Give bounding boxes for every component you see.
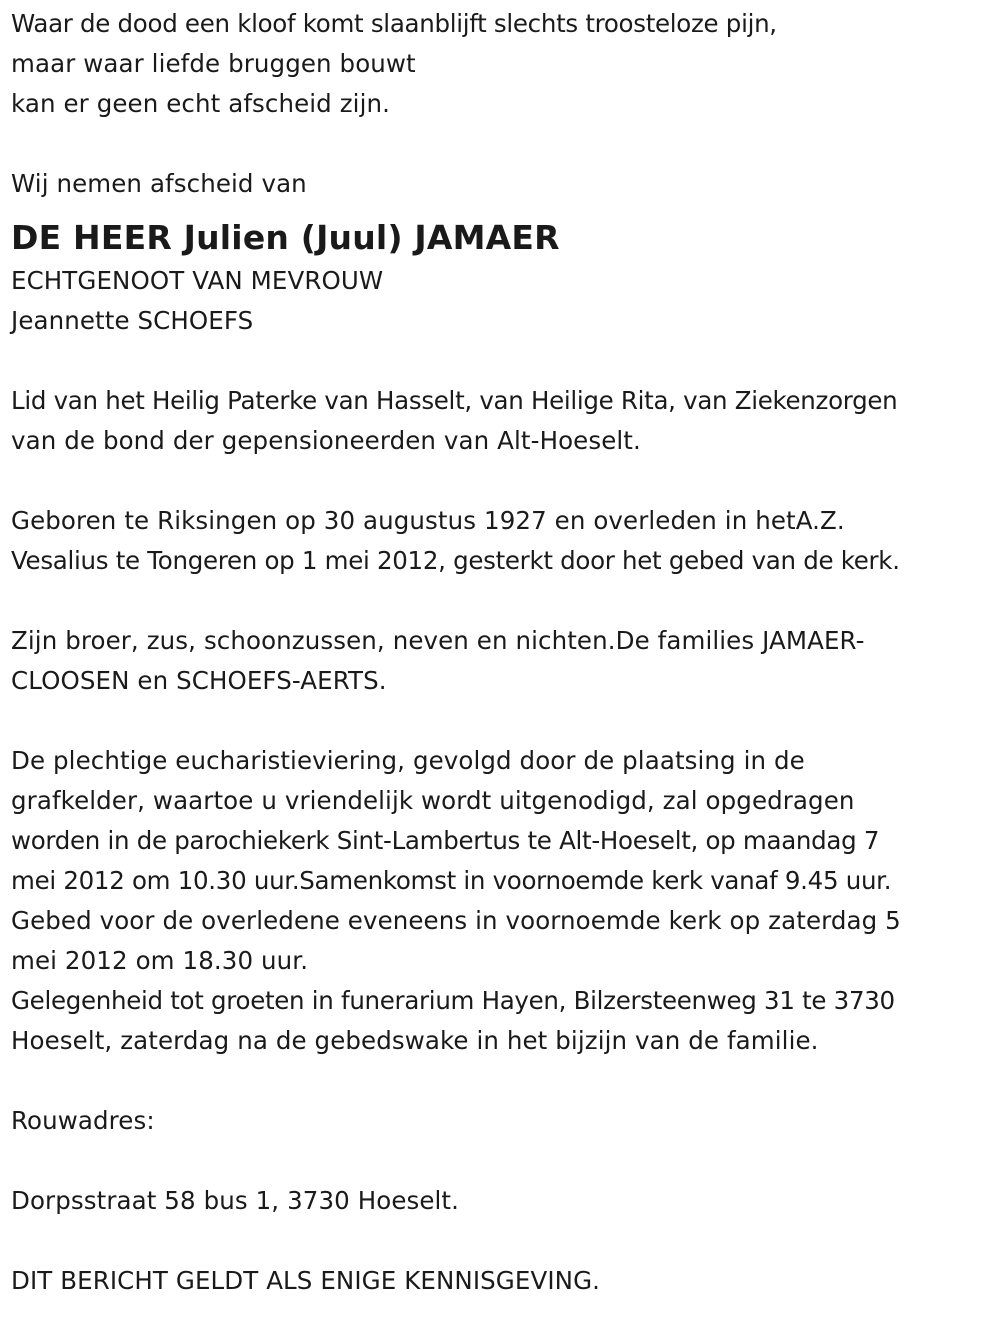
spacer [11,701,996,741]
paragraph-line: van de bond der gepensioneerden van Alt-Hoeselt. [11,426,641,455]
spacer [11,1061,996,1101]
obituary-document [11,4,996,1301]
closing-notice: DIT BERICHT GELDT ALS ENIGE KENNISGEVING. [11,1266,601,1295]
spacer [11,581,996,621]
paragraph-line: grafkelder, waartoe u vriendelijk wordt uitgenodigd, zal opgedragen [11,786,855,815]
paragraph-line: Zijn broer, zus, schoonzussen, neven en nichten.De families JAMAER- [11,626,865,655]
paragraph-line: Gelegenheid tot groeten in funerarium Hayen, Bilzersteenweg 31 te 3730 [11,986,895,1015]
spacer [11,1221,996,1261]
birth-death-paragraph [11,501,996,581]
paragraph-line: worden in de parochiekerk Sint-Lambertus te Alt-Hoeselt, op maandag 7 [11,826,880,855]
ceremony-paragraph [11,741,996,1061]
spacer [11,1141,996,1181]
poem-line: maar waar liefde bruggen bouwt [11,49,416,78]
paragraph-line: CLOOSEN en SCHOEFS-AERTS. [11,666,387,695]
spacer [11,341,996,381]
paragraph-line: Geboren te Riksingen op 30 augustus 1927 en overleden in hetA.Z. [11,506,845,535]
paragraph-line: mei 2012 om 18.30 uur. [11,946,309,975]
spacer [11,461,996,501]
membership-paragraph [11,381,996,461]
spouse-name: Jeannette SCHOEFS [11,306,254,335]
poem-line: kan er geen echt afscheid zijn. [11,89,391,118]
family-paragraph [11,621,996,701]
paragraph-line: Vesalius te Tongeren op 1 mei 2012, gesterkt door het gebed van de kerk. [11,546,900,575]
paragraph-line: Hoeselt, zaterdag na de gebedswake in het bijzijn van de familie. [11,1026,819,1055]
paragraph-line: mei 2012 om 10.30 uur.Samenkomst in voornoemde kerk vanaf 9.45 uur. [11,866,892,895]
paragraph-line: Lid van het Heilig Paterke van Hasselt, van Heilige Rita, van Ziekenzorgen [11,386,898,415]
address-label: Rouwadres: [11,1106,155,1135]
spouse-title: ECHTGENOOT VAN MEVROUW [11,266,384,295]
paragraph-line: De plechtige eucharistieviering, gevolgd door de plaatsing in de [11,746,805,775]
intro-text: Wij nemen afscheid van [11,169,307,198]
spacer [11,124,996,164]
poem-line: Waar de dood een kloof komt slaanblijft slechts troosteloze pijn, [11,9,777,38]
poem [11,4,996,124]
address-value: Dorpsstraat 58 bus 1, 3730 Hoeselt. [11,1186,460,1215]
paragraph-line: Gebed voor de overledene eveneens in voornoemde kerk op zaterdag 5 [11,906,901,935]
deceased-name: DE HEER Julien (Juul) JAMAER [11,218,560,257]
